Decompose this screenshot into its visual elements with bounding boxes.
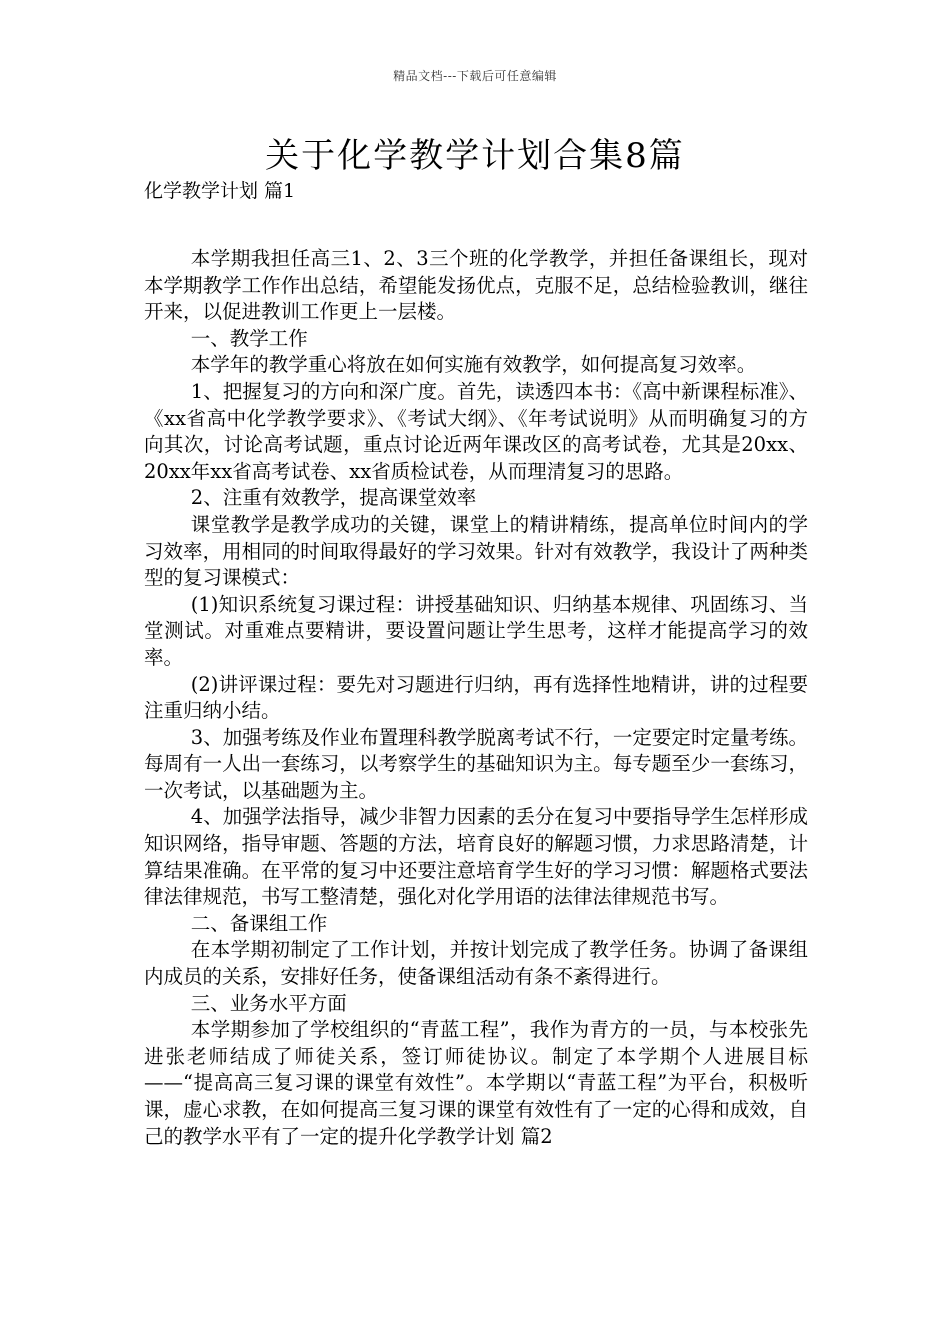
- paragraph-review-mode-1: (1)知识系统复习课过程：讲授基础知识、归纳基本规律、巩固练习、当堂测试。对重难点要精讲，要设置问题让学生思考，这样才能提高学习的效率。: [144, 592, 808, 669]
- paragraph-point-3: 3、加强考练及作业布置理科教学脱离考试不行，一定要定时定量考练。每周有一人出一套练习，以考察学生的基础知识为主。每专题至少一套练习，一次考试，以基础题为主。: [144, 725, 808, 802]
- section-subtitle: 化学教学计划 篇1: [144, 180, 296, 202]
- document-body: [144, 246, 808, 1150]
- paragraph-point-4: 4、加强学法指导，减少非智力因素的丢分在复习中要指导学生怎样形成知识网络，指导审题、答题的方法，培育良好的解题习惯，力求思路清楚，计算结果准确。在平常的复习中还要注意培育学生好的学习习惯：解题格式要法律法律规范，书写工整清楚，强化对化学用语的法律法律规范书写。: [144, 805, 808, 909]
- paragraph-intro: 本学期我担任高三1、2、3三个班的化学教学，并担任备课组长，现对本学期教学工作作出总结，希望能发扬优点，克服不足，总结检验教训，继往开来，以促进教训工作更上一层楼。: [144, 247, 808, 324]
- heading-professional-level: 三、业务水平方面: [190, 991, 347, 1015]
- paragraph-point-2-heading: 2、注重有效教学，提高课堂效率: [190, 486, 477, 510]
- paragraph-lesson-prep: 在本学期初制定了工作计划，并按计划完成了教学任务。协调了备课组内成员的关系，安排好任务，使备课组活动有条不紊得进行。: [144, 938, 808, 989]
- heading-teaching-work: 一、教学工作: [190, 326, 308, 350]
- paragraph-classroom-teaching: 课堂教学是教学成功的关键，课堂上的精讲精练，提高单位时间内的学习效率，用相同的时间取得最好的学习效果。针对有效教学，我设计了两种类型的复习课模式：: [144, 512, 808, 590]
- document-title: 关于化学教学计划合集8篇: [265, 136, 685, 176]
- paragraph-professional-level: 本学期参加了学校组织的“青蓝工程”，我作为青方的一员，与本校张先进张老师结成了师徒关系，签订师徒协议。制定了本学期个人进展目标——“提高高三复习课的课堂有效性”。本学期以“青蓝工程”为平台，积极听课，虚心求教，在如何提高三复习课的课堂有效性有了一定的心得和成效，自己的教学水平有了一定的提升化学教学计划 篇2: [144, 1018, 808, 1148]
- paragraph-teaching-focus: 本学年的教学重心将放在如何实施有效教学，如何提高复习效率。: [190, 353, 757, 377]
- paragraph-point-1: 1、把握复习的方向和深广度。首先，读透四本书：《高中新课程标准》、《xx省高中化学教学要求》、《考试大纲》、《年考试说明》从而明确复习的方向其次，讨论高考试题，重点讨论近两年课改区的高考试卷，尤其是20xx、20xx年xx省高考试卷、xx省质检试卷，从而理清复习的思路。: [144, 379, 808, 483]
- heading-lesson-prep-group: 二、备课组工作: [190, 911, 328, 935]
- paragraph-review-mode-2: (2)讲评课过程：要先对习题进行归纳，再有选择性地精讲，讲的过程要注重归纳小结。: [144, 672, 808, 723]
- page-header-note: 精品文档---下载后可任意编辑: [393, 69, 557, 83]
